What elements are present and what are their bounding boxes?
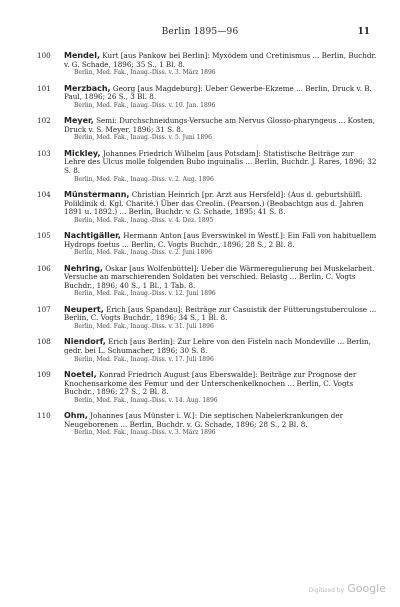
author-name: Neupert,: [64, 304, 104, 314]
entry-text: Kurt [aus Pankow bei Berlin]: Myxödem und Cretinismus ... Berlin, Buchdr. v. G. Schade, 1896; 35 S., 1 Bl. 8.: [64, 51, 377, 69]
entry-number: 103: [37, 148, 51, 158]
author-name: Münstermann,: [64, 189, 130, 199]
entry-text: Johannes Friedrich Wilhelm [aus Potsdam]: Statistische Beiträge zur Lehre des Ulcus molle folgenden Bubo inguinalis ... Berlin, Buchdr. J. Rares, 1896; 32 S. 8.: [64, 148, 377, 175]
author-name: Merzbach,: [64, 83, 111, 93]
list-item: [37, 117, 377, 142]
author-name: Mendel,: [64, 51, 101, 60]
entry-text: Christian Heinrich [pr. Arzt aus Hersfeld]: (Aus d. geburtshülfl. Poliklinik d. Kgl. Charité.) Über das Creolin. (Pearson.) (Beobachtgn aus d. Jahren 1891 u. 1892.) ... Berlin, Buchdr. v. G. Schade, 1895; 41 S. 8.: [64, 189, 364, 217]
entry-number: 102: [37, 116, 51, 126]
watermark-prefix: Digitized by: [308, 587, 345, 594]
page-number: 11: [357, 27, 370, 37]
author-name: Meyer,: [64, 116, 94, 126]
entry-text: Hermann Anton [aus Everswinkel in Westf.]: Ein Fall von habituellem Hydrops foetus ... Berlin, C. Vogts Buchdr., 1896; 28 S., 2 Bl. 8.: [64, 231, 377, 249]
list-item: [37, 232, 377, 257]
list-item: [37, 338, 377, 363]
entry-note: Berlin, Med. Fak., Inaug.-Diss. v. 14. Aug. 1896: [74, 396, 218, 404]
entry-number: 105: [37, 231, 51, 241]
entry-note: Berlin, Med. Fak., Inaug.-Diss. v. 10. Jan. 1896: [74, 101, 216, 109]
author-name: Niendorf,: [64, 337, 106, 347]
entry-text: Georg [aus Magdeburg]: Ueber Gewerbe-Ekzeme ... Berlin, Druck v. B. Paul, 1896; 26 S., 3 Bl. 8.: [64, 83, 372, 102]
author-name: Noetel,: [64, 369, 97, 379]
author-name: Nehring,: [64, 263, 103, 273]
entry-number: 100: [37, 51, 51, 60]
entry-text: Semi: Durchschneidungs-Versuche am Nervus Glosso-pharyngeus ... Kosten, Druck v. S. Meyer, 1896; 31 S. 8.: [64, 116, 375, 134]
list-item: [37, 265, 377, 298]
list-item: [37, 150, 377, 183]
list-item: [37, 191, 377, 224]
running-title: Berlin 1895—96: [161, 27, 239, 37]
entry-text: Oskar [aus Wolfenbüttel]: Ueber die Wärmeregulierung bei Muskelarbeit. Versuche an marschierenden Soldaten bei verschied. Belastg ... Berlin, C. Vogts Buchdr., 1896; 40 S., 1 Bl., 1 Tab. 8.: [64, 263, 375, 290]
author-name: Nachtigäller,: [64, 231, 121, 241]
entry-number: 101: [37, 83, 51, 93]
author-name: Mickley,: [64, 148, 101, 158]
entry-note: Berlin, Med. Fak., Inaug.-Diss. v. 3. März 1896: [74, 69, 216, 77]
list-item: [37, 52, 377, 77]
entry-text: Erich [aus Berlin]: Zur Lehre von den Fisteln nach Mondeville ... Berlin, gedr. bei L. Schumacher, 1896; 30 S. 8.: [64, 337, 371, 355]
entry-note: Berlin, Med. Fak., Inaug.-Diss. v. 17. Juli 1896: [74, 355, 214, 363]
entry-note: Berlin, Med. Fak., Inaug.-Diss. v. 5. Juni 1896: [74, 134, 212, 142]
list-item: [37, 306, 377, 331]
list-item: [37, 371, 377, 404]
list-item: [37, 85, 377, 110]
entry-note: Berlin, Med. Fak., Inaug.-Diss. v. 12. Juni 1896: [74, 290, 216, 298]
entry-note: Berlin, Med. Fak., Inaug.-Diss. v. 2. Juni 1896: [74, 249, 212, 257]
entry-number: 106: [37, 263, 51, 273]
page-header: [0, 27, 400, 43]
entry-list: [37, 52, 377, 445]
entry-note: Berlin, Med. Fak., Inaug.-Diss. v. 3. März 1896: [74, 429, 216, 437]
entry-text: Konrad Friedrich August [aus Eberswalde]: Beiträge zur Prognose der Knochensarkome des Femur und der Unterschenkelknochen ... Berlin, C. Vogts Buchdr., 1896; 27 S., 2 Bl. 8.: [64, 369, 357, 397]
google-logo: Google: [347, 582, 386, 595]
entry-number: 108: [37, 337, 51, 347]
entry-text: Erich [aus Spandau]: Beiträge zur Casuistik der Fütterungstuberculose ... Berlin, C. Vogts Buchdr., 1896; 34 S., 1 Bl. 8.: [64, 304, 377, 323]
entry-number: 104: [37, 189, 51, 199]
author-name: Ohm,: [64, 411, 88, 421]
entry-number: 110: [37, 411, 51, 421]
list-item: [37, 412, 377, 437]
entry-note: Berlin, Med. Fak., Inaug.-Diss. v. 4. Dez. 1895: [74, 216, 214, 224]
entry-note: Berlin, Med. Fak., Inaug.-Diss. v. 31. Juli 1896: [74, 323, 214, 331]
google-watermark: [309, 582, 387, 595]
entry-note: Berlin, Med. Fak., Inaug.-Diss. v. 2. Aug. 1896: [74, 175, 214, 183]
entry-number: 109: [37, 369, 51, 379]
entry-text: Johannes [aus Münster i. W.]: Die septischen Nabelerkrankungen der Neugeborenen ... Berlin, Buchdr. v. G. Schade, 1896; 28 S., 2 Bl. 8.: [64, 411, 344, 429]
entry-number: 107: [37, 304, 51, 314]
